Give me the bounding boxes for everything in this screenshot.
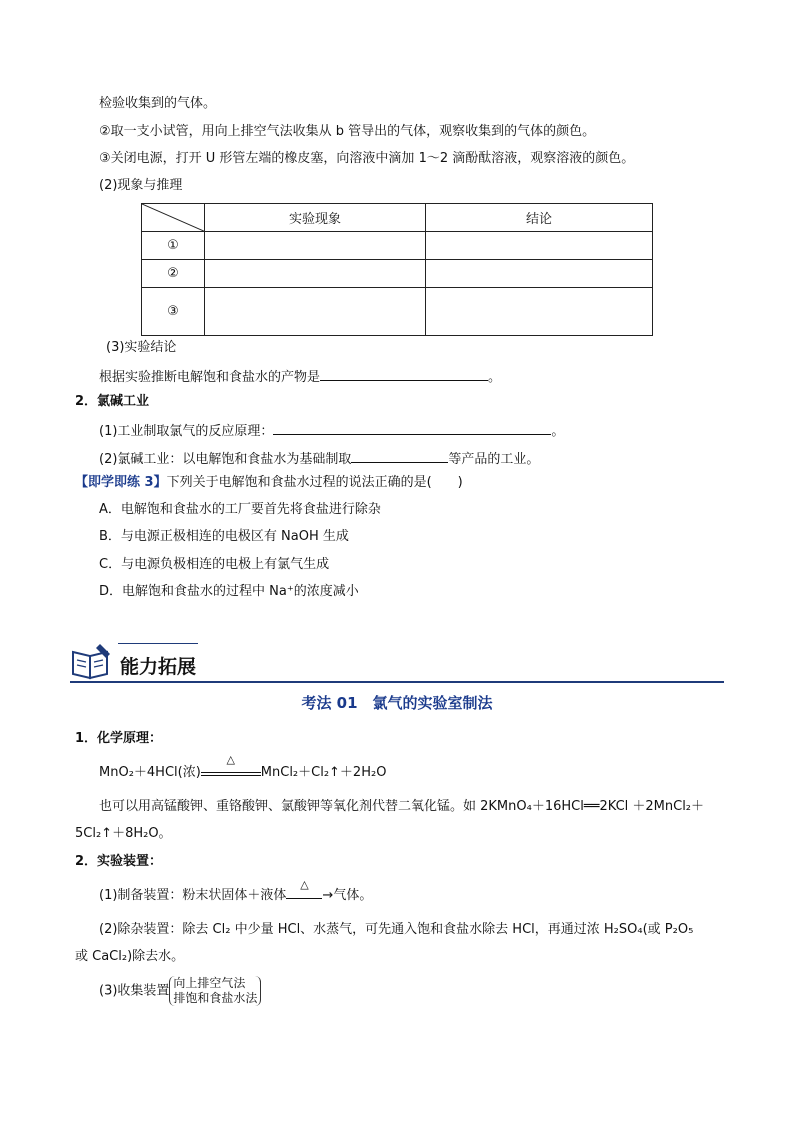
practice-tag: 【即学即练 3】	[75, 475, 167, 490]
method-title: 考法 01 氯气的实验室制法	[301, 694, 493, 712]
heat-arrow: △	[286, 889, 322, 899]
collect-apparatus: (3)收集装置 向上排空气法 排饱和食盐水法	[99, 976, 261, 1007]
phenomenon-cell[interactable]	[205, 232, 426, 260]
conclusion-heading: (3)实验结论	[106, 340, 177, 355]
chlor-alkali-item1: (1)工业制取氯气的反应原理： 。	[99, 420, 564, 441]
prep-apparatus: (1)制备装置：粉末状固体＋液体 △ →气体。	[99, 878, 373, 903]
phenomenon-cell[interactable]	[205, 288, 426, 336]
table-row	[142, 288, 653, 336]
answer-blank[interactable]	[351, 448, 448, 463]
diagonal-line	[142, 204, 206, 232]
purify-line-2: 或 CaCl₂)除去水。	[75, 949, 185, 964]
alternative-line-1: 也可以用高锰酸钾、重铬酸钾、氯酸钾等氧化剂代替二氧化锰。如 2KMnO₄＋16HCl══2KCl ＋2MnCl₂＋	[99, 799, 705, 814]
section-header	[70, 640, 724, 684]
principle-title: 1．化学原理：	[75, 731, 163, 746]
option-b: B．与电源正极相连的电极区有 NaOH 生成	[99, 529, 349, 544]
header-phenomenon: 实验现象	[205, 204, 426, 232]
alternative-line-2: 5Cl₂↑＋8H₂O。	[75, 826, 172, 841]
option-a: A．电解饱和食盐水的工厂要首先将食盐进行除杂	[99, 502, 381, 517]
option-c: C．与电源负极相连的电极上有氯气生成	[99, 557, 330, 572]
header-rule	[118, 643, 198, 644]
observation-heading: (2)现象与推理	[99, 178, 183, 193]
conclusion-cell[interactable]	[426, 288, 653, 336]
phenomenon-cell[interactable]	[205, 260, 426, 288]
apparatus-title: 2．实验装置：	[75, 854, 163, 869]
section-title: 能力拓展	[120, 656, 197, 678]
step1-tail: 检验收集到的气体。	[99, 96, 217, 111]
step3-text: ③关闭电源，打开 U 形管左端的橡皮塞，向溶液中滴加 1～2 滴酚酞溶液，观察溶液的颜色。	[99, 151, 635, 166]
conclusion-cell[interactable]	[426, 232, 653, 260]
collect-methods	[169, 976, 261, 1006]
observation-table	[141, 203, 653, 336]
header-conclusion: 结论	[426, 204, 653, 232]
row-label: ③	[142, 288, 205, 336]
practice-question: 【即学即练 3】下列关于电解饱和食盐水过程的说法正确的是( )	[75, 475, 463, 490]
purify-line-1: (2)除杂装置：除去 Cl₂ 中少量 HCl、水蒸气，可先通入饱和食盐水除去 HCl，再通过浓 H₂SO₄(或 P₂O₅	[99, 922, 694, 937]
table-row	[142, 232, 653, 260]
row-label: ①	[142, 232, 205, 260]
table-row	[142, 260, 653, 288]
open-book-icon	[70, 642, 114, 682]
conclusion-sentence: 根据实验推断电解饱和食盐水的产物是 。	[99, 366, 501, 387]
collect-method: 向上排空气法	[173, 976, 246, 990]
table-corner-cell	[142, 204, 205, 232]
conclusion-cell[interactable]	[426, 260, 653, 288]
principle-equation: MnO₂＋4HCl(浓) △ MnCl₂＋Cl₂↑＋2H₂O	[99, 753, 387, 780]
chlor-alkali-title: 2．氯碱工业	[75, 394, 150, 409]
equation-sign: △	[201, 764, 261, 776]
section-divider	[70, 681, 724, 683]
answer-blank[interactable]	[273, 420, 551, 435]
step2-text: ②取一支小试管，用向上排空气法收集从 b 管导出的气体，观察收集到的气体的颜色。	[99, 124, 596, 139]
collect-method: 排饱和食盐水法	[173, 991, 258, 1005]
option-d: D．电解饱和食盐水的过程中 Na⁺的浓度减小	[99, 584, 359, 599]
chlor-alkali-item2: (2)氯碱工业：以电解饱和食盐水为基础制取 等产品的工业。	[99, 448, 539, 469]
row-label: ②	[142, 260, 205, 288]
answer-blank[interactable]	[320, 366, 488, 381]
